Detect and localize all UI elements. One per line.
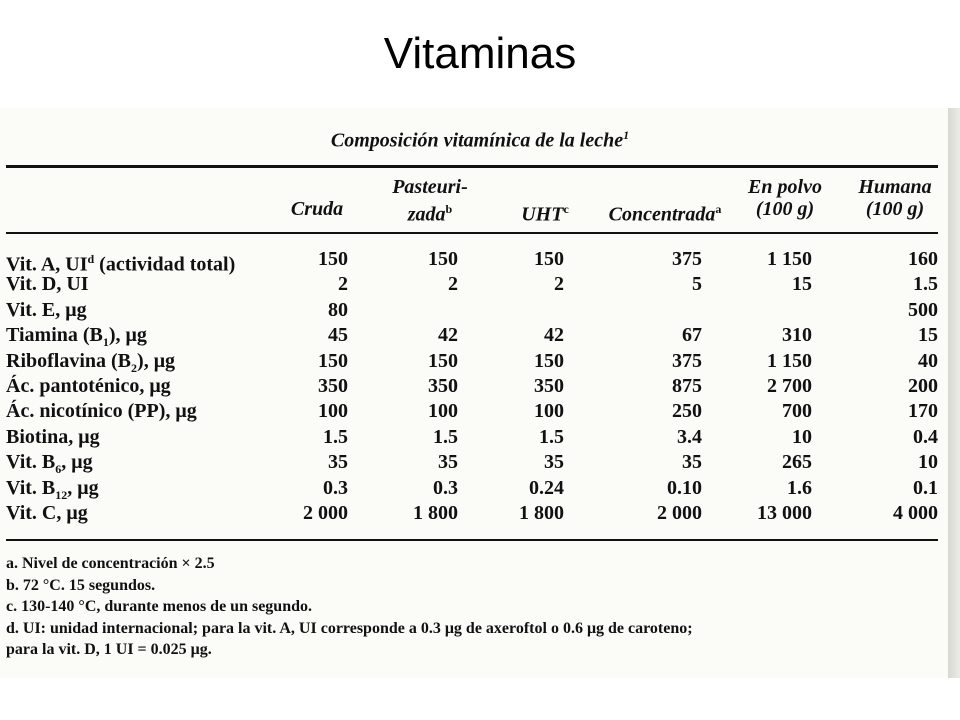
table-cell: 15 — [918, 324, 938, 347]
table-cell: 1.5 — [913, 273, 938, 296]
table-cell: 2 000 — [303, 501, 348, 524]
table-cell: 375 — [672, 349, 702, 372]
row-label-text: Vit. A, UI — [6, 253, 88, 276]
table-cell: 0.4 — [913, 425, 938, 448]
row-label-text: Vit. B — [6, 476, 56, 499]
table-cell: 150 — [534, 349, 564, 372]
col-header-text: UHT — [521, 203, 564, 226]
table-cell: 0.10 — [667, 476, 702, 499]
table-cell: 0.3 — [433, 476, 458, 499]
table-row — [0, 298, 948, 323]
table-cell: 700 — [782, 400, 812, 423]
row-label — [6, 501, 88, 526]
table-cell: 100 — [534, 400, 564, 423]
row-label-suffix: ), μg — [137, 349, 176, 372]
table-cell: 1.5 — [433, 425, 458, 448]
row-label-subscript: 6 — [55, 462, 62, 477]
col-header-line1: Pasteuri- — [392, 176, 468, 198]
row-label — [6, 425, 100, 450]
table-row — [0, 501, 948, 526]
col-header-cruda — [272, 198, 362, 220]
table-cell: 150 — [318, 349, 348, 372]
row-label — [6, 272, 89, 297]
col-header-footnote-mark: a — [715, 202, 722, 216]
table-row — [0, 247, 948, 276]
row-label-text: Vit. C, μg — [6, 501, 88, 524]
table-row — [0, 272, 948, 297]
row-label-text: Tiamina (B — [6, 324, 103, 347]
col-header-footnote-mark: c — [563, 202, 569, 216]
table-cell: 150 — [428, 248, 458, 270]
table-cell: 170 — [908, 400, 938, 423]
table-cell: 35 — [438, 451, 458, 474]
col-header-text: Crudа — [290, 198, 344, 220]
table-cell: 42 — [544, 324, 564, 347]
footnote: a. Nivel de concentración × 2.5 — [6, 555, 215, 572]
row-label-suffix: ), μg — [108, 324, 147, 347]
table-cell: 1 800 — [413, 501, 458, 524]
col-header-line1: En polvo — [748, 176, 822, 198]
table-cell: 100 — [428, 400, 458, 423]
table-row — [0, 323, 948, 348]
table-title — [0, 128, 960, 153]
table-cell: 150 — [534, 248, 564, 270]
table-cell: 2 — [338, 273, 348, 296]
row-label-text: Riboflavina (B — [6, 349, 132, 372]
table-cell: 42 — [438, 324, 458, 347]
col-header-text: Concentrada — [608, 203, 716, 226]
footnote: c. 130-140 °C, durante menos de un segundo. — [6, 598, 312, 615]
table-cell: 67 — [682, 324, 702, 347]
row-label-suffix: , μg — [61, 451, 93, 474]
col-header-pasteurizada — [375, 176, 485, 226]
col-header-line2: (100 g) — [755, 198, 815, 220]
table-title-footnote-mark: 1 — [623, 128, 630, 142]
table-cell: 160 — [908, 248, 938, 270]
table-cell: 35 — [682, 451, 702, 474]
col-header-footnote-mark: b — [445, 202, 453, 216]
row-label-text: Vit. B — [6, 451, 56, 474]
table-row — [0, 476, 948, 501]
col-header-en-polvo — [735, 176, 835, 220]
col-header-concentrada — [590, 198, 740, 226]
row-label-subscript: 1 — [102, 335, 109, 350]
table-top-rule — [6, 165, 938, 168]
table-footnotes — [6, 553, 941, 661]
table-cell: 5 — [692, 273, 702, 296]
row-label-text: Ác. nicotínico (PP), μg — [6, 400, 197, 423]
table-cell: 0.24 — [529, 476, 564, 499]
table-cell: 350 — [318, 374, 348, 397]
table-cell: 1 150 — [767, 349, 812, 372]
table-body — [0, 247, 948, 526]
table-cell: 500 — [908, 298, 938, 321]
row-label-suffix: (actividad total) — [94, 253, 236, 276]
table-header-rule — [6, 232, 938, 234]
table-cell: 1.6 — [787, 476, 812, 499]
table-cell: 15 — [792, 273, 812, 296]
table-cell: 13 000 — [757, 501, 812, 524]
table-cell: 1 150 — [767, 248, 812, 270]
table-cell: 1 800 — [519, 501, 564, 524]
table-cell: 350 — [534, 374, 564, 397]
table-row — [0, 450, 948, 475]
table-row — [0, 425, 948, 450]
table-cell: 2 — [554, 273, 564, 296]
table-cell: 45 — [328, 324, 348, 347]
footnote: para la vit. D, 1 UI = 0.025 μg. — [6, 641, 212, 658]
row-label-text: Vit. E, μg — [6, 298, 87, 321]
footnote: b. 72 °C. 15 segundos. — [6, 576, 156, 594]
table-cell: 2 700 — [767, 374, 812, 397]
table-bottom-rule — [6, 539, 938, 541]
table-cell: 2 — [448, 273, 458, 296]
table-cell: 100 — [318, 400, 348, 423]
scan-edge — [948, 108, 960, 678]
table-cell: 80 — [328, 298, 348, 321]
table-cell: 2 000 — [657, 501, 702, 524]
footnote: d. UI: unidad internacional; para la vit. A, UI corresponde a 0.3 μg de axeroftol o 0.6 μg de caroteno; — [6, 619, 693, 637]
col-header-uht — [500, 198, 590, 226]
col-header-line2: zada — [407, 203, 446, 226]
table-cell: 10 — [792, 425, 812, 448]
table-title-text: Composición vitamínica de la leche — [330, 129, 624, 152]
table-cell: 35 — [544, 451, 564, 474]
table-row — [0, 349, 948, 374]
table-cell: 200 — [908, 374, 938, 397]
table-cell: 4 000 — [893, 501, 938, 524]
row-label — [6, 399, 197, 424]
table-cell: 350 — [428, 374, 458, 397]
table-cell: 875 — [672, 374, 702, 397]
col-header-line1: Humana — [858, 176, 932, 198]
row-label-text: Biotina, μg — [6, 425, 100, 448]
col-header-line2: (100 g) — [865, 198, 925, 220]
slide-title: Vitaminas — [383, 29, 577, 78]
table-row — [0, 374, 948, 399]
row-label-footnote-mark: d — [87, 252, 95, 266]
table-row — [0, 399, 948, 424]
table-cell: 250 — [672, 400, 702, 423]
row-label-text: Ác. pantoténico, μg — [6, 374, 171, 397]
table-cell: 40 — [918, 349, 938, 372]
table-cell: 265 — [782, 451, 812, 474]
row-label-suffix: , μg — [67, 476, 99, 499]
table-cell: 375 — [672, 248, 702, 270]
table-cell: 0.1 — [913, 476, 938, 499]
col-header-humana — [845, 176, 945, 220]
table-cell: 3.4 — [677, 425, 702, 448]
row-label — [6, 298, 87, 323]
table-cell: 1.5 — [323, 425, 348, 448]
table-cell: 1.5 — [539, 425, 564, 448]
row-label — [6, 374, 171, 399]
row-label-subscript: 12 — [55, 487, 68, 502]
row-label-text: Vit. D, UI — [6, 273, 89, 296]
table-cell: 150 — [428, 349, 458, 372]
table-cell: 310 — [782, 324, 812, 347]
row-label-subscript: 2 — [131, 360, 138, 375]
table-cell: 0.3 — [323, 476, 348, 499]
table-cell: 35 — [328, 451, 348, 474]
table-cell: 150 — [318, 248, 348, 270]
table-cell: 10 — [918, 451, 938, 474]
